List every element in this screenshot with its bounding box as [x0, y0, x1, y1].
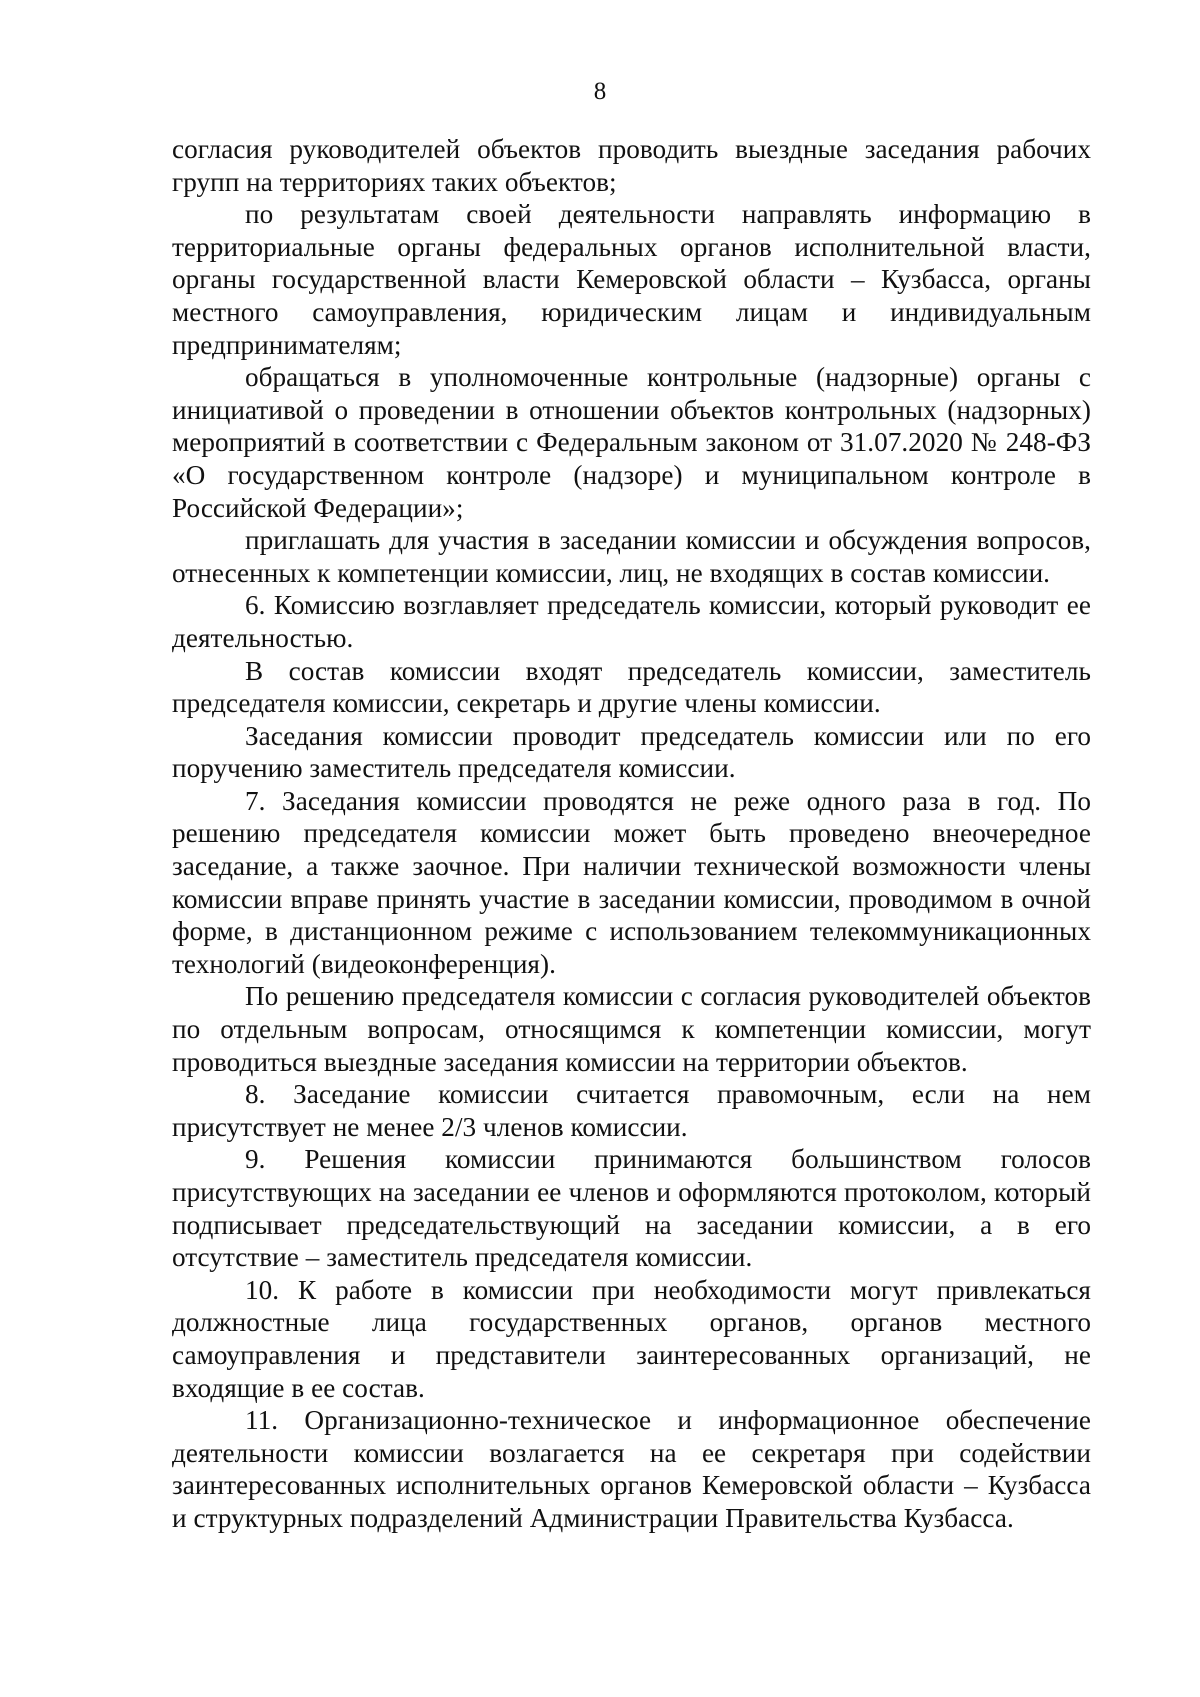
paragraph-apply-to-supervisory-bodies: обращаться в уполномоченные контрольные (надзорные) органы с инициативой о проведении в отношении объектов контрольных (надзорных) мероприятий в соответствии с Федеральным законом от 31.07.2020 № 248-ФЗ «О государственном контроле (надзоре) и муниципальном контроле в Российской Федерации»; — [172, 362, 1091, 523]
document-body — [172, 133, 1091, 1535]
paragraph-item-8: 8. Заседание комиссии считается правомочным, если на нем присутствует не менее 2/3 членов комиссии. — [172, 1079, 1091, 1142]
paragraph-item-7: 7. Заседания комиссии проводятся не реже одного раза в год. По решению председателя комиссии может быть проведено внеочередное заседание, а также заочное. При наличии технической возможности члены комиссии вправе принять участие в заседании комиссии, проводимом в очной форме, в дистанционном режиме с использованием телекоммуникационных технологий (видеоконференция). — [172, 785, 1091, 979]
paragraph-item-6: 6. Комиссию возглавляет председатель комиссии, который руководит ее деятельностью. — [172, 590, 1091, 653]
paragraph-item-11: 11. Организационно-техническое и информационное обеспечение деятельности комиссии возлагается на ее секретаря при содействии заинтересованных исполнительных органов Кемеровской области – Кузбасса и структурных подразделений Администрации Правительства Кузбасса. — [172, 1405, 1091, 1533]
page-number: 8 — [593, 78, 607, 105]
paragraph-commission-composition: В состав комиссии входят председатель комиссии, заместитель председателя комиссии, секретарь и другие члены комиссии. — [172, 655, 1091, 719]
paragraph-item-10: 10. К работе в комиссии при необходимости могут привлекаться должностные лица государственных органов, органов местного самоуправления и представители заинтересованных организаций, не входящие в ее состав. — [172, 1274, 1091, 1403]
paragraph-continuation: согласия руководителей объектов проводить выездные заседания рабочих групп на территориях таких объектов; — [172, 134, 1091, 197]
paragraph-send-information: по результатам своей деятельности направлять информацию в территориальные органы федеральных органов исполнительной власти, органы государственной власти Кемеровской области – Кузбасса, органы местного самоуправления, юридическим лицам и индивидуальным предпринимателям; — [172, 199, 1091, 360]
paragraph-item-9: 9. Решения комиссии принимаются большинством голосов присутствующих на заседании ее членов и оформляются протоколом, который подписывает председательствующий на заседании комиссии, а в его отсутствие – заместитель председателя комиссии. — [172, 1144, 1091, 1273]
paragraph-meeting-chair: Заседания комиссии проводит председатель комиссии или по его поручению заместитель председателя комиссии. — [172, 720, 1091, 784]
paragraph-field-meetings: По решению председателя комиссии с согласия руководителей объектов по отдельным вопросам, относящимся к компетенции комиссии, могут проводиться выездные заседания комиссии на территории объектов. — [172, 981, 1091, 1077]
paragraph-invite-persons: приглашать для участия в заседании комиссии и обсуждения вопросов, отнесенных к компетенции комиссии, лиц, не входящих в состав комиссии. — [172, 525, 1091, 588]
